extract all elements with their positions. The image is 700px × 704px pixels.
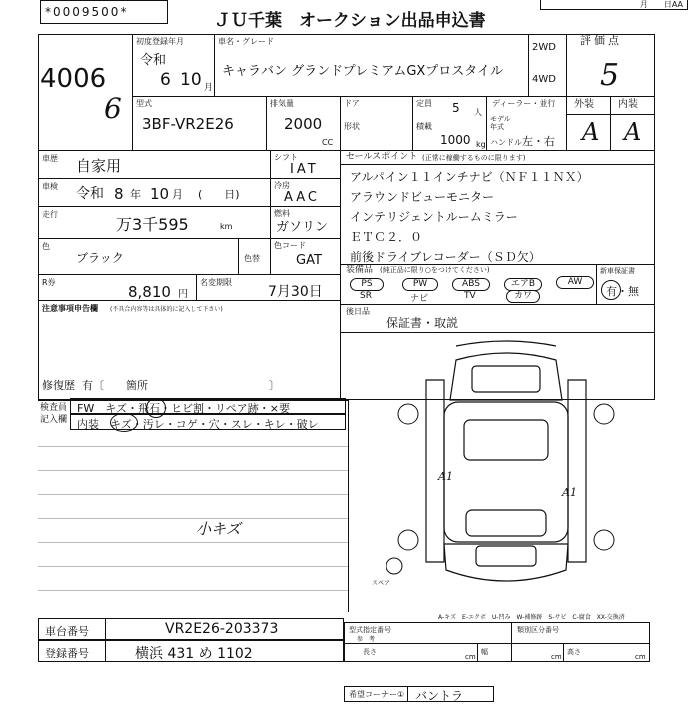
inspector-row-2-text: 内装 キズ・汚レ・コゲ・穴・スレ・キレ・破レ: [77, 418, 319, 431]
registration-year: 6: [160, 70, 171, 90]
wheel-rear-left: [398, 530, 418, 550]
approval-class-label: 類別区分番号: [517, 626, 559, 634]
equip-sr: SR: [360, 291, 372, 301]
chassis-row: [38, 618, 344, 640]
shift-value: IAT: [290, 162, 319, 177]
fw-circle: [146, 398, 166, 418]
length-unit: cm: [465, 653, 476, 661]
equip-navi: ナビ: [410, 294, 429, 304]
displacement-value: 2000: [284, 115, 323, 133]
sales-point-2: アラウンドビューモニター: [350, 190, 495, 204]
lot-handwritten-mark: 6: [104, 92, 122, 125]
equipment-sub: (純正品に限り○をつけてください): [380, 266, 490, 274]
equipment-label: 装備品: [346, 265, 374, 275]
plate-value: 横浜 431 め 1102: [135, 646, 253, 662]
sales-point-4: ＥＴＣ２．０: [350, 230, 423, 244]
name-change-value: 7月30日: [268, 284, 323, 300]
capacity-label: 定員: [416, 99, 432, 108]
color-code-value: GAT: [296, 253, 322, 268]
plate-label: 登録番号: [45, 647, 89, 660]
repair-label: 修復歴: [42, 379, 75, 392]
equip-ps: PS: [350, 278, 384, 291]
equip-airbag: エアB: [504, 278, 542, 291]
car-rear-bumper: [444, 544, 568, 581]
equip-aw: AW: [556, 276, 594, 289]
recycle-value: 8,810: [128, 283, 171, 301]
color-code-label: 色コード: [274, 241, 306, 250]
attachments-label: 後日品: [346, 307, 370, 316]
sales-points-sub: (正常に稼働するものに限ります): [422, 154, 526, 162]
approvals-table: [344, 622, 650, 662]
fuel-value: ガソリン: [276, 220, 329, 235]
repaint-label: 色替: [244, 254, 260, 263]
height-label: 高さ: [567, 648, 581, 656]
repair-value: 有〔 箇所 〕: [82, 379, 280, 392]
color-value: ブラック: [76, 251, 124, 265]
form-title: ＪＵ千葉 オークション出品申込書: [214, 11, 486, 31]
lot-number: 4006: [40, 64, 107, 94]
equip-abs: ABS: [452, 278, 490, 291]
registration-month-unit: 月: [204, 83, 214, 93]
wheel-rear-right: [594, 530, 614, 550]
name-change-label: 名変期限: [200, 278, 232, 287]
grade-value: 5: [600, 58, 620, 93]
registration-month: 10: [180, 70, 202, 90]
history-value: 自家用: [76, 157, 122, 175]
car-hood: [472, 366, 540, 392]
attachments-value: 保証書・取説: [386, 316, 459, 330]
registration-era: 令和: [140, 53, 167, 68]
load-value: 1000: [440, 133, 471, 147]
car-roof-outline: [450, 353, 562, 400]
wheel-front-left: [398, 404, 418, 424]
serial-number: *0009500*: [45, 5, 129, 19]
inspector-note: 小キズ: [196, 520, 241, 538]
approval-sub-1: 参 考: [357, 636, 376, 643]
inspection-label: 車検: [42, 182, 58, 191]
handle-options: 左・右: [522, 135, 555, 148]
mileage-label: 走行: [42, 210, 58, 219]
drive-4wd: 4WD: [532, 74, 556, 85]
displacement-unit: CC: [322, 138, 334, 147]
exterior-grade: A: [582, 118, 600, 146]
sales-point-3: インテリジェントルームミラー: [350, 210, 518, 224]
ac-label: 冷房: [274, 181, 290, 190]
sales-point-5: 前後ドライブレコーダー（ＳＤ欠）: [350, 250, 541, 264]
capacity-value: 5: [452, 101, 460, 115]
inspector-label-1: 検査員: [40, 403, 68, 413]
width-label: 幅: [481, 648, 488, 656]
mileage-value: 万3千595: [116, 215, 189, 234]
spare-wheel: [386, 558, 402, 574]
grade-label: 評価点: [580, 34, 622, 47]
date-text: 月 日AA: [639, 0, 683, 9]
inspection-month-unit: 月: [172, 188, 183, 201]
car-windshield: [464, 420, 548, 460]
damage-legend: A-キズ E-エクボ U-凹み W-補修跡 S-サビ C-腐食 XX-交換済: [438, 614, 625, 621]
damage-mark-right: A1: [562, 486, 577, 499]
equip-pw: PW: [402, 278, 438, 291]
serial-box: [40, 0, 168, 24]
recycle-unit: 円: [178, 289, 188, 300]
equip-leather: カワ: [506, 290, 540, 303]
sales-point-1: アルパイン１１インチナビ（ＮＦ１１ＮＸ）: [350, 170, 589, 184]
spare-label: スペア: [372, 580, 391, 587]
inspection-era: 令和: [76, 186, 104, 202]
dealer-label: ディーラー・並行: [492, 99, 556, 108]
exterior-label: 外装: [574, 99, 594, 110]
date-box: [540, 0, 688, 10]
inspector-row-1: [70, 398, 346, 414]
width-unit: cm: [551, 653, 562, 661]
wheel-front-right: [594, 404, 614, 424]
recycle-label: R券: [42, 278, 56, 287]
registration-label: 初度登録年月: [136, 37, 184, 46]
new-warranty-value: 有・無: [606, 285, 639, 298]
doors-label: ドア: [344, 99, 360, 108]
load-unit: kg: [476, 140, 486, 149]
inspection-year: 8: [114, 185, 124, 203]
history-label: 車歴: [42, 154, 58, 163]
load-label: 積載: [416, 122, 432, 131]
fuel-label: 燃料: [274, 209, 290, 218]
height-unit: cm: [635, 653, 646, 661]
chassis-value: VR2E26-203373: [165, 621, 279, 637]
ac-value: AAC: [284, 190, 320, 205]
color-label: 色: [42, 242, 50, 251]
model-year-label: モデル 年式: [490, 115, 511, 131]
desired-corner-value: バントラ: [415, 689, 464, 703]
shift-label: シフト: [274, 153, 298, 162]
plate-row: [38, 640, 344, 662]
notes-label: 注意事項申告欄: [42, 304, 98, 313]
capacity-unit: 人: [474, 108, 482, 117]
model-name: キャラバン グランドプレミアムGXプロスタイル: [222, 64, 504, 79]
kizu-circle: [110, 413, 138, 432]
car-front-bumper: [456, 341, 556, 346]
new-warranty-label: 新車保証書: [600, 267, 635, 275]
interior-label: 内装: [618, 99, 638, 110]
desired-corner-label: 希望コーナー①: [349, 690, 405, 699]
car-right-side: [568, 380, 586, 562]
displacement-label: 排気量: [270, 99, 294, 108]
chassis-label: 車台番号: [45, 625, 89, 638]
shape-label: 形状: [344, 122, 360, 131]
damage-mark-left: A1: [438, 470, 453, 483]
type-label: 型式: [136, 99, 152, 108]
inspector-label-2: 記入欄: [40, 415, 68, 425]
drive-2wd: 2WD: [532, 42, 556, 53]
car-trunk: [476, 546, 536, 566]
sales-points-label: セールスポイント: [346, 152, 418, 162]
inspector-row-1-text: FW キズ・飛石・ヒビ割・リペア跡・×要: [77, 402, 290, 415]
car-cabin-outline: [444, 402, 568, 542]
car-rear-window: [466, 510, 546, 536]
inspection-month: 10: [150, 185, 170, 203]
handle-label: ハンドル: [490, 138, 522, 147]
interior-grade: A: [624, 118, 642, 146]
type-value: 3BF-VR2E26: [142, 115, 234, 133]
car-damage-diagram: [386, 340, 626, 600]
inspection-year-unit: 年: [130, 188, 141, 201]
model-label: 車名・グレード: [218, 37, 274, 46]
inspection-day: ( 日): [198, 188, 240, 201]
length-label: 長さ: [363, 648, 377, 656]
mileage-unit: km: [220, 222, 233, 231]
notes-sub: (不具合内容等は具体的に記入して下さい): [110, 306, 223, 313]
approval-type-label: 型式指定番号: [349, 626, 391, 634]
equip-tv: TV: [464, 291, 476, 301]
warranty-circle: [601, 280, 621, 300]
